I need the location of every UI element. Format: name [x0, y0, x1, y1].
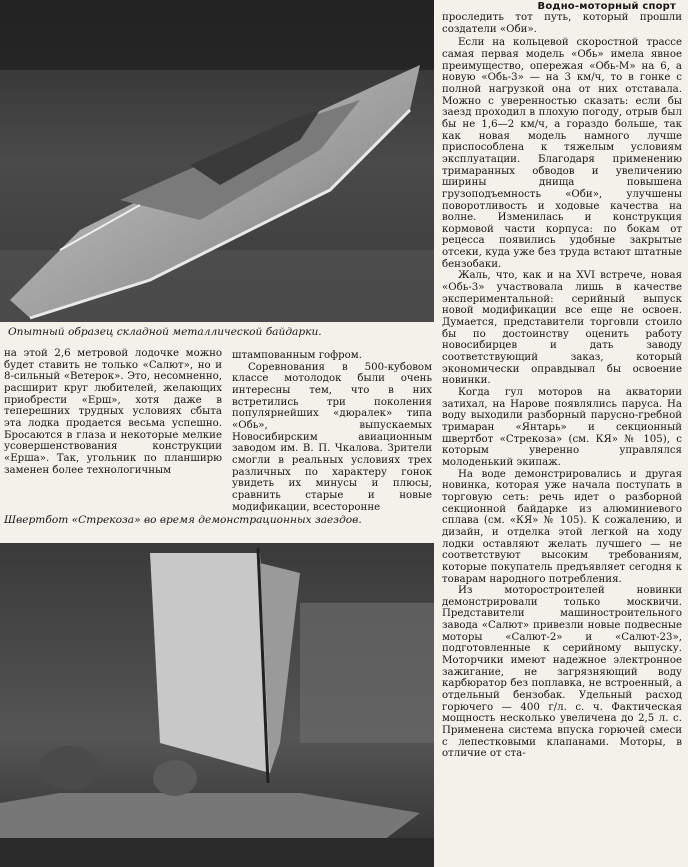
- caption-kayak: Опытный образец складной металлической байдарки.: [8, 326, 322, 338]
- paragraph: На воде демонстрировались и другая новинка, которая уже начала поступать в торговую сеть: речь идет о разборной секционной байдарке из алюминиевого сплава (см. «КЯ» № 105). К сожалению, и дизайн, и отделка этой легкой на ходу лодки оставляют желать лучшего — не соответствуют высоким требованиям, которые покупатель предъявляет сегодня к товарам народного потребления.: [442, 468, 682, 585]
- paragraph: Жаль, что, как и на XVI встрече, новая «Обь-3» участвовала лишь в качестве экспериментальной: серийный выпуск новой модификации все еще не освоен. Думается, представители торговли стоило бы по достоинству оценить работу новосибирцев и дать заводу соответствующий заказ, который экономически оправдывал бы освоение новинки.: [442, 270, 682, 387]
- running-head: Водно-моторный спорт: [537, 1, 676, 12]
- text-column-right: [442, 12, 682, 760]
- paragraph: штампованным гофром.: [232, 350, 362, 361]
- kayak-photo: [0, 0, 434, 322]
- caption-sailboat: Швертбот «Стрекоза» во время демонстрационных заездов.: [4, 514, 362, 526]
- paragraph: Соревнования в 500-кубовом классе мотолодок были очень интересны тем, что в них встретились три поколения популярнейших «дюралек» типа «Обь», выпускаемых Новосибирским авиационным заводом им. В. П. Чкалова. Зрители смогли в реальных условиях трех различных по характеру гонок увидеть их минусы и плюсы, сравнить старые и новые модификации, всесторонне: [232, 361, 432, 513]
- paragraph: Из моторостроителей новинки демонстрировали только москвичи. Представители машиностроительного завода «Салют» привезли новые подвесные моторы «Салют-2» и «Салют-23», подготовленные к серийному выпуску. Моторчики имеют надежное электронное зажигание, не загрязняющий воду карбюратор без поплавка, не встроенный, а отдельный бензобак. Удельный расход горючего — 400 г/л. с. ч. Фактическая мощность несколько увеличена до 2,5 л. с. Применена система впуска горючей смеси с лепестковыми клапанами. Моторы, в отличие от ста-: [442, 585, 682, 760]
- sailboat-photo: [0, 543, 434, 867]
- paragraph: на этой 2,6 метровой лодочке можно будет ставить не только «Салют», но и 8-сильный «Ветерок». Это, несомненно, расширит круг любителей, желающих приобрести «Ерш», хотя даже в теперешних трудных условиях сбыта эта лодка продается весьма успешно. Бросаются в глаза и некоторые мелкие усовершенствования конструкции «Ерша». Так, угольник по планширю заменен более технологичным: [4, 348, 222, 476]
- paragraph: Когда гул моторов на акватории затихал, на Нарове появлялись паруса. На воду выходили разборный парусно-гребной тримаран «Янтарь» и секционный швертбот «Стрекоза» (см. КЯ» № 105), с которым уверенно управлялся молоденький экипаж.: [442, 387, 682, 468]
- paragraph: проследить тот путь, который прошли создатели «Оби».: [442, 12, 682, 35]
- text-column-left: [4, 348, 222, 476]
- paragraph: Если на кольцевой скоростной трассе самая первая модель «Обь» имела явное преимущество, опережая «Обь-М» на 6, а новую «Обь-3» — на 3 км/ч, то в гонке с полной нагрузкой она от них отставала. Можно с уверенностью сказать: если бы заезд проходил в плохую погоду, отрыв был бы не 1,6—2 км/ч, а гораздо больше, так как новая модель намного лучше приспособлена к тяжелым условиям эксплуатации. Благодаря применению тримаранных обводов и увеличению ширины днища повышена грузоподъемность «Оби», улучшены поворотливость и ходовые качества на волне. Изменилась и конструкция кормовой части корпуса: по бокам от рецесса появились удобные закрытые отсеки, куда уже без труда встают штатные бензобаки.: [442, 37, 682, 270]
- text-column-middle: [232, 350, 432, 513]
